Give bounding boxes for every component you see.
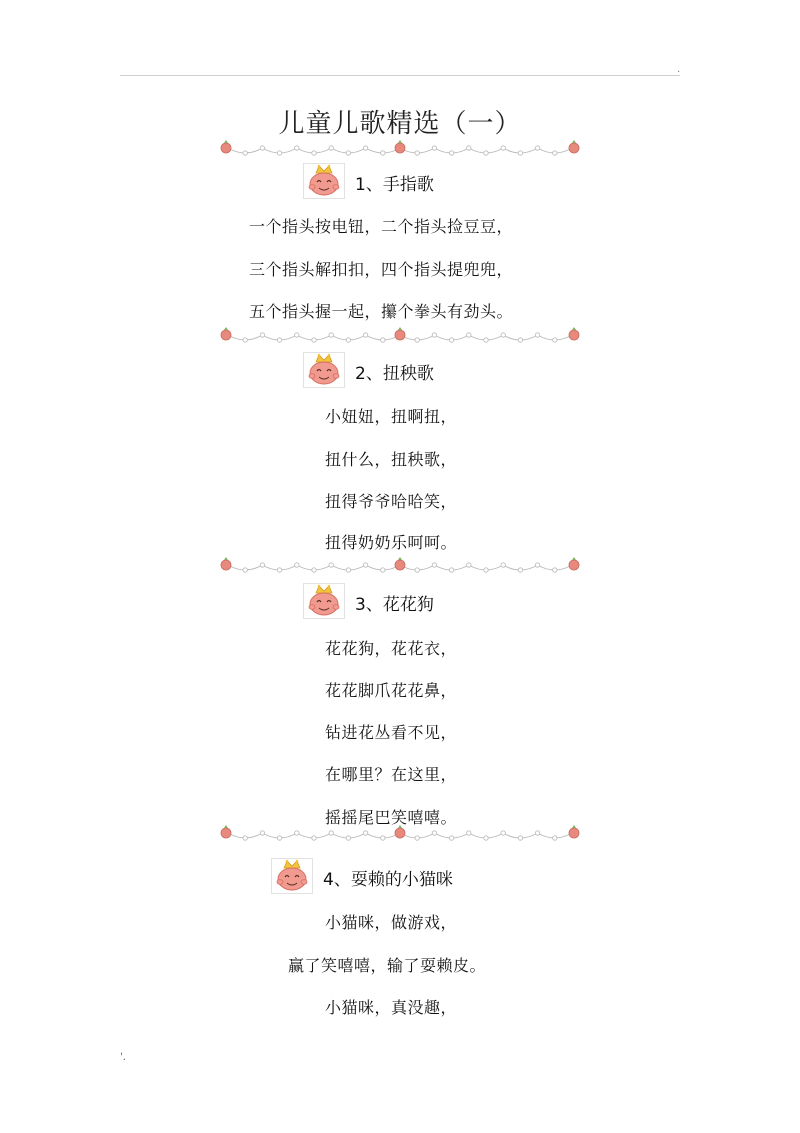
song-line: 赢了笑嘻嘻，输了耍赖皮。	[288, 956, 487, 975]
song-title: 3、花花狗	[355, 595, 434, 615]
song-line: 在哪里？在这里，	[325, 765, 458, 784]
page-title: 儿童儿歌精选（一）	[278, 109, 522, 139]
song-line: 五个指头握一起，攥个拳头有劲头。	[249, 302, 514, 321]
footer-mark: '.	[120, 1052, 126, 1063]
song-line: 扭什么，扭秧歌，	[325, 450, 458, 469]
song-line: 扭得奶奶乐呵呵。	[325, 533, 458, 552]
crowned-pink-mascot-icon	[303, 163, 345, 199]
crowned-pink-mascot-icon	[303, 352, 345, 388]
song-line: 钻进花丛看不见，	[325, 723, 458, 742]
bead-chain-divider-icon	[218, 327, 582, 345]
bead-chain-divider-icon	[218, 140, 582, 158]
song-line: 小猫咪，真没趣，	[325, 998, 458, 1017]
song-line: 扭得爷爷哈哈笑，	[325, 492, 458, 511]
song-title: 1、手指歌	[355, 175, 434, 195]
crowned-pink-mascot-icon	[303, 583, 345, 619]
song-title: 4、耍赖的小猫咪	[323, 870, 453, 890]
song-line: 三个指头解扣扣，四个指头提兜兜，	[249, 260, 514, 279]
song-line: 花花狗，花花衣，	[325, 639, 458, 658]
song-line: 摇摇尾巴笑嘻嘻。	[325, 808, 458, 827]
song-title: 2、扭秧歌	[355, 364, 434, 384]
song-line: 花花脚爪花花鼻，	[325, 681, 458, 700]
crowned-pink-mascot-icon	[271, 858, 313, 894]
header-rule	[120, 75, 680, 76]
song-line: 小猫咪，做游戏，	[325, 913, 458, 932]
bead-chain-divider-icon	[218, 557, 582, 575]
song-line: 小妞妞，扭啊扭，	[325, 407, 458, 426]
header-corner-mark: .	[677, 64, 681, 75]
song-line: 一个指头按电钮，二个指头捡豆豆，	[249, 217, 514, 236]
